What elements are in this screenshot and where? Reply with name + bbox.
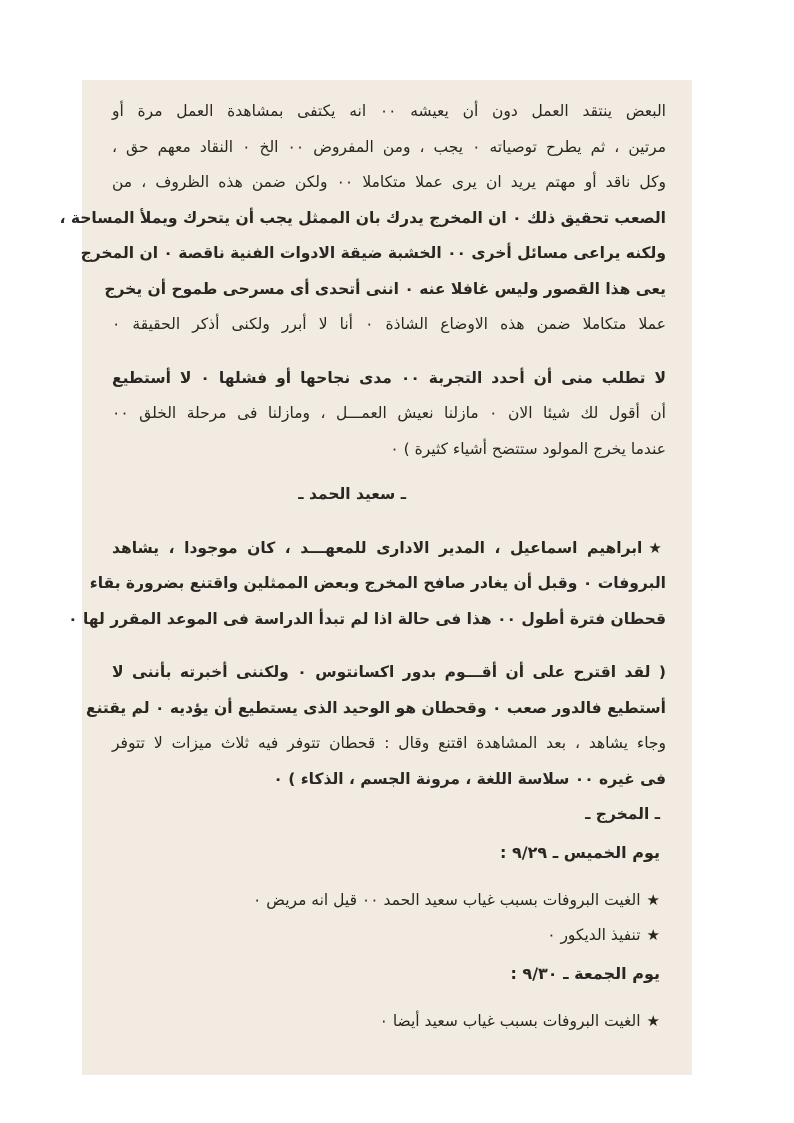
signature-director: ـ المخرج ـ: [585, 805, 660, 823]
text-line: يعى هذا القصور وليس غافلا عنه ٠ اننى أتحدى أى مسرحى طموح أن يخرج: [104, 279, 666, 298]
text-line: قحطان فترة أطول ٠٠ هذا فى حالة اذا لم تبدأ الدراسة فى الموعد المقرر لها ٠: [68, 609, 666, 628]
text-line: الصعب تحقيق ذلك ٠ ان المخرج يدرك بان الممثل يجب أن يتحرك ويملأ المساحة ،: [59, 208, 666, 227]
spacer: [112, 873, 666, 883]
scanned-page: [59, 80, 692, 1075]
text-line: وكل ناقد أو مهتم يريد ان يرى عملا متكاملا ٠٠ ولكن ضمن هذه الظروف ، من: [112, 173, 666, 191]
text-line: البعض ينتقد العمل دون أن يعيشه ٠٠ انه يكتفى بمشاهدة العمل مرة أو: [112, 102, 666, 120]
text-line: فى غيره ٠٠ سلاسة اللغة ، مرونة الجسم ، الذكاء ) ٠: [273, 769, 666, 788]
spacer: [112, 467, 666, 477]
text-line: ولكنه يراعى مسائل أخرى ٠٠ الخشبة ضيقة الادوات الفنية ناقصة ٠ ان المخرج: [80, 244, 666, 262]
day-heading-thursday: يوم الخميس ـ ٩/٢٩ :: [500, 842, 660, 862]
day-heading-friday: يوم الجمعة ـ ٩/٣٠ :: [510, 963, 660, 983]
star-icon: ★: [648, 538, 666, 557]
list-item-text: تنفيذ الديكور ٠: [547, 926, 641, 944]
text-line: عملا متكاملا ضمن هذه الاوضاع الشاذة ٠ أنا لا أبرر ولكنى أذكر الحقيقة ٠: [112, 315, 666, 333]
text-line: عندما يخرج المولود ستتضح أشياء كثيرة ) ٠: [390, 439, 666, 458]
text-line: [112, 531, 666, 567]
list-item: [112, 883, 666, 919]
list-item: [112, 1004, 666, 1040]
star-icon: ★: [646, 890, 660, 909]
list-item-text: الغيت البروفات بسبب غياب سعيد أيضا ٠: [379, 1011, 641, 1030]
paragraph-director-quote: [86, 655, 666, 797]
text-line: وجاء يشاهد ، بعد المشاهدة اقتنع وقال : قحطان تتوفر فيه ثلاث ميزات لا تتوفر: [112, 734, 666, 752]
text-line: لا تطلب منى أن أحدد التجربة ٠٠ مدى نجاحها أو فشلها ٠ لا أستطيع: [112, 368, 666, 387]
spacer: [112, 343, 666, 361]
signature-saeed: ـ سعيد الحمد ـ: [298, 485, 406, 503]
star-icon: ★: [646, 926, 660, 944]
paragraph-ibrahim: [68, 531, 666, 638]
spacer: [112, 994, 666, 1004]
text-span: ابراهيم اسماعيل ، المدير الادارى للمعهـــد ، كان موجودا ، يشاهد: [112, 538, 643, 557]
spacer: [112, 513, 666, 531]
text-line: البروفات ٠ وقبل أن يغادر صافح المخرج وبعض الممثلين واقتنع بضرورة بقاء: [89, 574, 666, 592]
list-item: [112, 918, 666, 954]
text-line: ( لقد اقترح على أن أقـــوم بدور اكسانتوس ٠ ولكننى أخبرته بأننى لا: [112, 663, 666, 681]
text-line: أن أقول لك شيئا الان ٠ مازلنا نعيش العمـــل ، ومازلنا فى مرحلة الخلق ٠٠: [112, 404, 666, 422]
text-line: مرتين ، ثم يطرح توصياته ٠ يجب ، ومن المفروض ٠٠ الخ ٠ النقاد معهم حق ،: [112, 137, 666, 156]
paragraph-critics: [59, 94, 666, 343]
star-icon: ★: [646, 1011, 660, 1030]
list-item-text: الغيت البروفات بسبب غياب سعيد الحمد ٠٠ قيل انه مريض ٠: [252, 890, 641, 909]
text-line: أستطيع فالدور صعب ٠ وقحطان هو الوحيد الذى يستطيع أن يؤديه ٠ لم يقتنع: [86, 698, 666, 717]
paragraph-experiment: [112, 361, 666, 468]
spacer: [112, 637, 666, 655]
